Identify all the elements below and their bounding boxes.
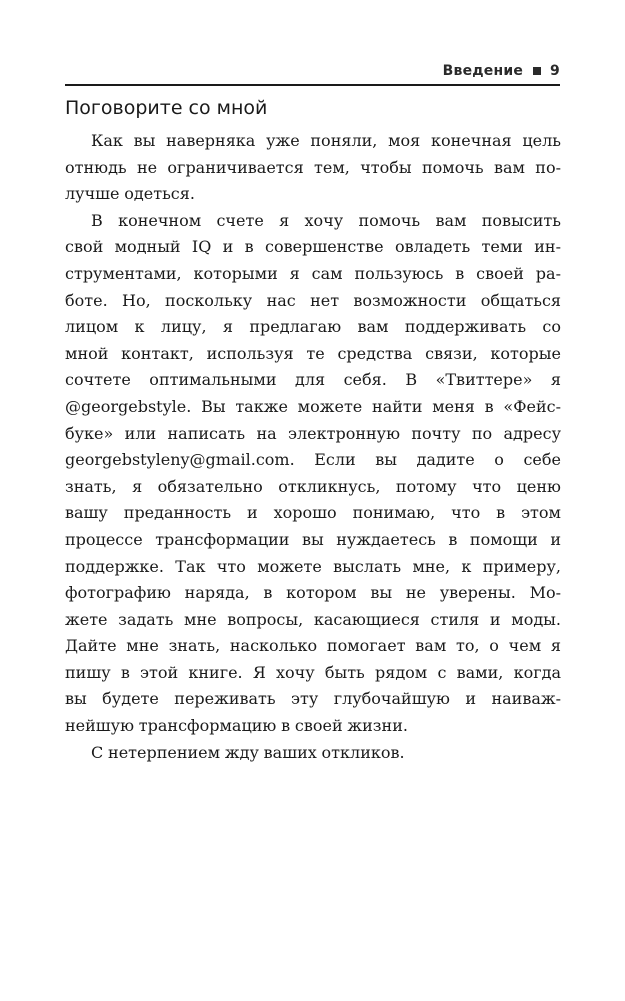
text-line: жете задать мне вопросы, касающиеся стиля и моды. xyxy=(65,609,561,629)
text-line: знать, я обязательно откликнусь, потому что ценю xyxy=(65,476,561,496)
text-line: сочтете оптимальными для себя. В «Твиттере» я xyxy=(65,370,561,390)
text-line: пишу в этой книге. Я хочу быть рядом с вами, когда xyxy=(65,662,561,682)
page-number: 9 xyxy=(550,63,560,79)
text-line: боте. Но, поскольку нас нет возможности общаться xyxy=(65,290,561,310)
text-line: вашу преданность и хорошо понимаю, что в этом xyxy=(65,503,561,523)
chapter-name: Введение xyxy=(442,63,524,79)
text-line: фотографию наряда, в котором вы не уверены. Мо- xyxy=(65,583,561,603)
text-line: georgebstyleny@gmail.com. Если вы дадите о себе xyxy=(65,450,561,470)
section-title: Поговорите со мной xyxy=(65,97,268,119)
text-line: процессе трансформации вы нуждаетесь в помощи и xyxy=(65,529,561,549)
running-header xyxy=(65,60,560,82)
body-text xyxy=(65,128,561,766)
text-line: мной контакт, используя те средства связи, которые xyxy=(65,343,561,363)
paragraph xyxy=(65,208,561,740)
text-line: вы будете переживать эту глубочайшую и наиваж- xyxy=(65,689,561,709)
text-line: лучше одеться. xyxy=(65,184,195,204)
text-line: Как вы наверняка уже поняли, моя конечная цель xyxy=(91,131,561,150)
text-line: Дайте мне знать, насколько помогает вам то, о чем я xyxy=(65,636,561,656)
text-line: С нетерпением жду ваших откликов. xyxy=(91,742,405,762)
square-separator-icon xyxy=(533,67,541,75)
text-line: отнюдь не ограничивается тем, чтобы помочь вам по- xyxy=(65,157,561,177)
text-line: нейшую трансформацию в своей жизни. xyxy=(65,716,408,736)
text-line: лицом к лицу, я предлагаю вам поддерживать со xyxy=(65,317,561,337)
text-line: В конечном счете я хочу помочь вам повысить xyxy=(91,210,561,230)
paragraph xyxy=(65,740,561,767)
text-line: поддержке. Так что можете выслать мне, к примеру, xyxy=(65,556,561,576)
text-line: буке» или написать на электронную почту по адресу xyxy=(65,423,561,443)
header-rule xyxy=(65,84,560,86)
text-line: @georgebstyle. Вы также можете найти меня в «Фейс- xyxy=(65,396,561,416)
paragraph xyxy=(65,128,561,208)
text-line: струментами, которыми я сам пользуюсь в своей ра- xyxy=(65,263,561,283)
text-line: свой модный IQ и в совершенстве овладеть теми ин- xyxy=(65,237,561,257)
